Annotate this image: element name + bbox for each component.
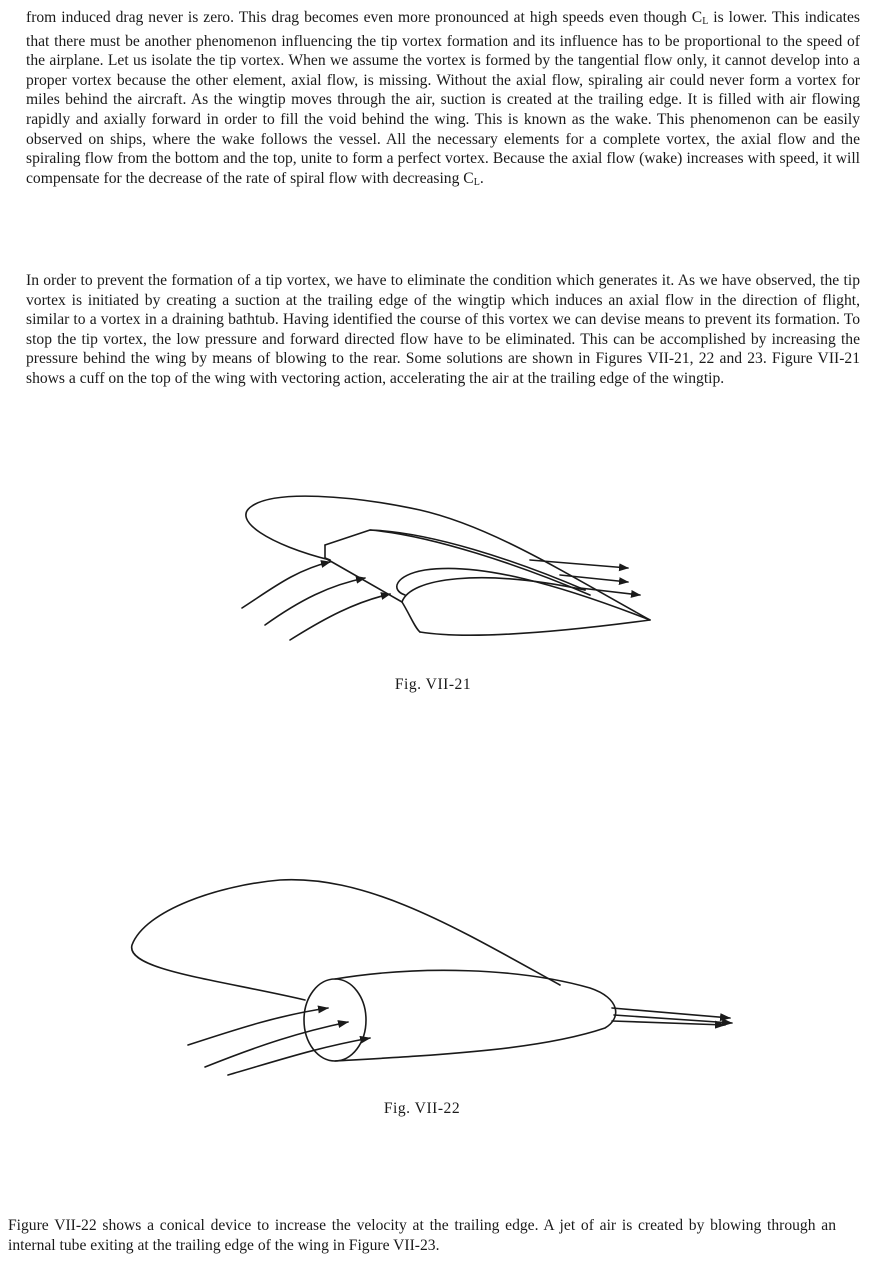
figure-vii-22-caption: Fig. VII-22 xyxy=(383,1100,461,1117)
figure-vii-21-caption: Fig. VII-21 xyxy=(394,676,472,693)
body-paragraph-2: In order to prevent the formation of a tip vortex, we have to eliminate the condition which generates it. As we have observed, the tip vortex is initiated by creating a suction at the trailing edge of the wingtip which induces an axial flow in the direction of flight, similar to a vortex in a draining bathtub. Having identified the course of this vortex we can devise means to prevent its formation. To stop the tip vortex, the low pressure and forward directed flow have to be eliminated. This can be accomplished by increasing the pressure behind the wing by means of blowing to the rear. Some solutions are shown in Figures VII-21, 22 and 23. Figure VII-21 shows a cuff on the top of the wing with vectoring action, accelerating the air at the trailing edge of the wingtip. xyxy=(26,272,860,387)
body-paragraph-3: Figure VII-22 shows a conical device to increase the velocity at the trailing edge. A jet of air is created by blowing through an internal tube exiting at the trailing edge of the wing in Figure VII-23. xyxy=(8,1217,836,1254)
body-paragraph-1: from induced drag never is zero. This drag becomes even more pronounced at high speeds even though $C_L$ is lower. This indicates that there must be another phenomenon influencing the tip vortex formation and its influence has to be proportional to the speed of the airplane. Let us isolate the tip vortex. When we assume the vortex is formed by the tangential flow only, it cannot develop into a proper vortex because the other element, axial flow, is missing. Without the axial flow, spiraling air could never form a vortex for miles behind the aircraft. As the wingtip moves through the air, suction is created at the trailing edge. It is filled with air flowing rapidly and axially forward in order to fill the void behind the wing. This is known as the wake. This phenomenon can be easily observed on ships, where the wake follows the vessel. All the necessary elements for a complete vortex, the axial flow and the spiraling flow from the bottom and the top, unite to form a perfect vortex. Because the axial flow (wake) increases with speed, it will compensate for the decrease of the rate of spiral flow with decreasing $C_L$. xyxy=(26,9,860,188)
figure-vii-21-wingtip-cuff xyxy=(230,490,660,650)
figure-vii-22-conical-device xyxy=(120,870,750,1085)
